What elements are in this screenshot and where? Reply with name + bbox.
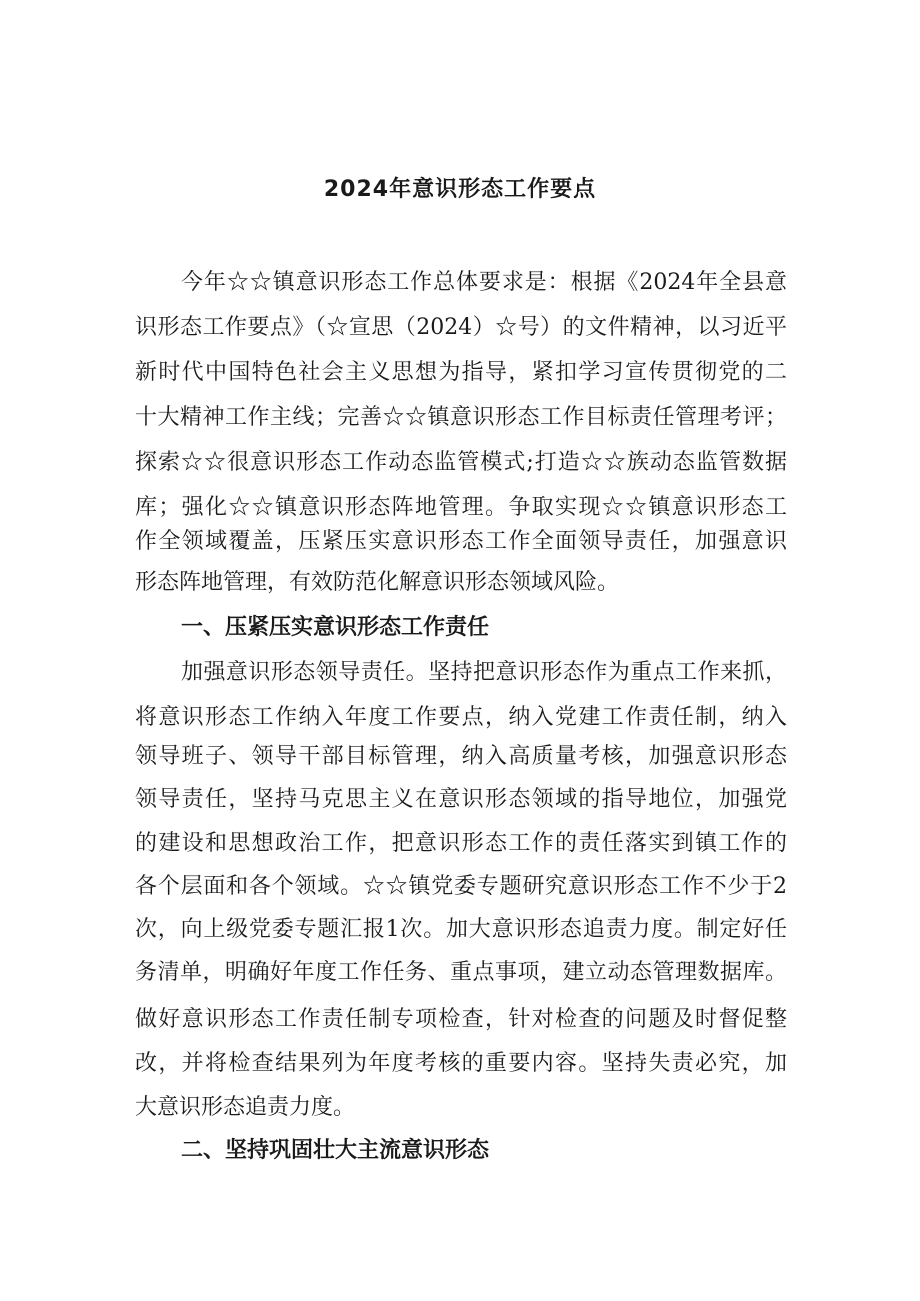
- section-1-line: 的建设和思想政治工作，把意识形态工作的责任落实到镇工作的: [135, 831, 787, 856]
- section-2-heading: 二、坚持巩固壮大主流意识形态: [181, 1138, 490, 1163]
- intro-line: 新时代中国特色社会主义思想为指导，紧扣学习宣传贯彻党的二: [135, 360, 787, 385]
- section-1-line: 加强意识形态领导责任。坚持把意识形态作为重点工作来抓，: [181, 660, 787, 685]
- intro-line: 作全领域覆盖，压紧压实意识形态工作全面领导责任，加强意识: [135, 529, 787, 554]
- section-1-line: 领导责任，坚持马克思主义在意识形态领域的指导地位，加强党: [135, 787, 787, 812]
- intro-line: 今年☆☆镇意识形态工作总体要求是：根据《2024年全县意: [181, 270, 787, 295]
- section-1-line: 大意识形态追责力度。: [135, 1095, 356, 1120]
- intro-line: 形态阵地管理，有效防范化解意识形态领域风险。: [135, 570, 620, 595]
- section-1-line: 务清单，明确好年度工作任务、重点事项，建立动态管理数据库。: [135, 960, 787, 985]
- document-title: 2024年意识形态工作要点: [323, 177, 597, 202]
- section-1-line: 次，向上级党委专题汇报1次。加大意识形态追责力度。制定好任: [135, 917, 787, 942]
- section-1-line: 各个层面和各个领域。☆☆镇党委专题研究意识形态工作不少于2: [135, 874, 787, 899]
- section-1-line: 改，并将检查结果列为年度考核的重要内容。坚持失责必究，加: [135, 1051, 787, 1076]
- intro-line: 十大精神工作主线；完善☆☆镇意识形态工作目标责任管理考评；: [135, 405, 787, 430]
- intro-line: 识形态工作要点》（☆宣思（2024）☆号）的文件精神，以习近平: [135, 315, 787, 340]
- section-1-line: 将意识形态工作纳入年度工作要点，纳入党建工作责任制，纳入: [135, 705, 787, 730]
- intro-line: 库；强化☆☆镇意识形态阵地管理。争取实现☆☆镇意识形态工: [135, 495, 787, 520]
- section-1-line: 做好意识形态工作责任制专项检查，针对检查的问题及时督促整: [135, 1007, 787, 1032]
- section-1-heading: 一、压紧压实意识形态工作责任: [181, 615, 490, 640]
- section-1-line: 领导班子、领导干部目标管理，纳入高质量考核，加强意识形态: [135, 744, 787, 769]
- intro-line: 探索☆☆很意识形态工作动态监管模式;打造☆☆族动态监管数据: [135, 450, 787, 475]
